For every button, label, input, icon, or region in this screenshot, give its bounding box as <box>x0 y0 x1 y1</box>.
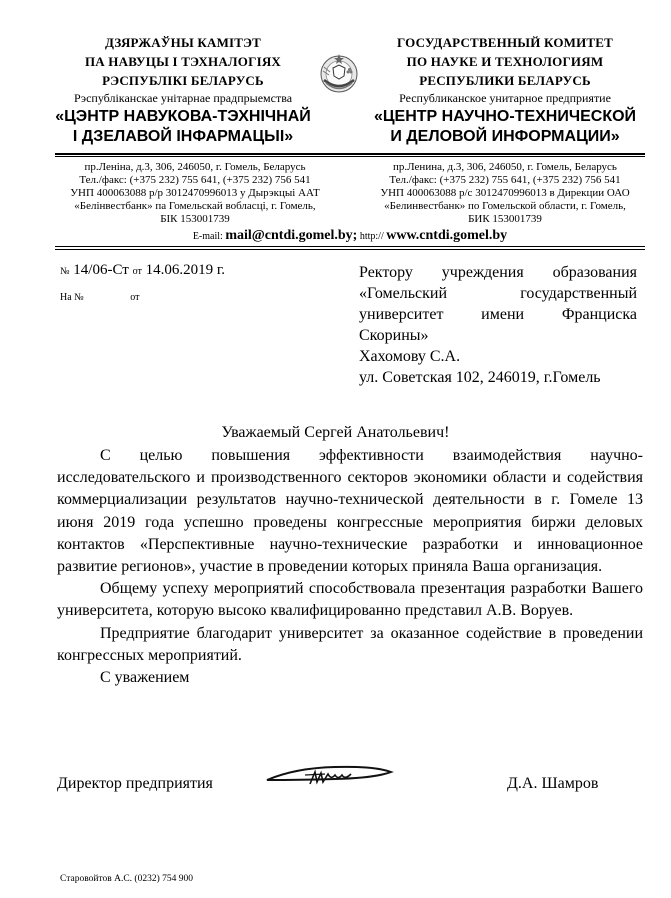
contacts-right <box>370 161 640 226</box>
header-left-line: ПА НАВУЦЫ І ТЭХНАЛОГІЯХ <box>84 54 282 69</box>
header-right-org-name: «ЦЕНТР НАУЧНО-ТЕХНИЧЕСКОЙ <box>373 108 637 125</box>
header-right-line: ГОСУДАРСТВЕННЫЙ КОМИТЕТ <box>396 35 614 50</box>
body-paragraph: С целью повышения эффективности взаимодействия научно-исследовательского и производственного секторов экономики области и содействия коммерциализации результатов научно-технической деятельности в г. Гомеле 13 июня 2019 года успешно проведены конгрессные мероприятия биржи деловых контактов «Перспективные научно-технические разработки и инновационное развитие регионов», участие в проведении которых приняла Ваша организация. <box>57 447 643 576</box>
letter-body <box>57 445 643 689</box>
contact-line: УНП 400063088 р/р 3012470996013 у Дырэкцыі ААТ <box>70 187 320 199</box>
signatory-title: Директор предприятия <box>57 775 213 792</box>
header-left-line: РЭСПУБЛІКІ БЕЛАРУСЬ <box>102 73 264 88</box>
contact-line: «Белинвестбанк» по Гомельской области, г. Гомель, <box>384 200 626 212</box>
addressee-name: Хахомову С.А. <box>359 348 461 365</box>
addressee-line: «Гомельский государственный <box>359 285 637 302</box>
incoming-date-label: от <box>130 292 140 303</box>
header-left-org-name: І ДЗЕЛАВОЙ ІНФАРМАЦЫІ» <box>72 128 294 145</box>
handwritten-signature-icon <box>265 760 395 792</box>
addressee-line: Ректору учреждения образования <box>359 264 637 281</box>
closing-phrase: С уважением <box>100 669 190 687</box>
signatory-name: Д.А. Шамров <box>507 775 599 792</box>
addressee-line: Скорины» <box>359 327 429 344</box>
executor-contact: Старовойтов А.С. (0232) 754 900 <box>60 874 193 884</box>
contacts-divider <box>55 249 645 250</box>
contact-line: Тел./факс: (+375 232) 755 641, (+375 232) 756 541 <box>389 174 621 186</box>
addressee-line: университет имени Франциска <box>359 306 637 323</box>
web-contacts <box>55 228 645 244</box>
salutation: Уважаемый Сергей Анатольевич! <box>221 424 450 441</box>
contacts-divider <box>55 246 645 247</box>
header-left-block <box>48 33 318 147</box>
contact-line: пр.Леніна, д.3, 306, 246050, г. Гомель, Беларусь <box>84 161 306 173</box>
header-right-org-name: И ДЕЛОВОЙ ИНФОРМАЦИИ» <box>390 128 620 145</box>
addressee-block <box>359 262 637 388</box>
number-label: № <box>60 266 70 277</box>
header-right-line: ПО НАУКЕ И ТЕХНОЛОГИЯМ <box>406 54 604 69</box>
contact-line: БІК 153001739 <box>160 213 230 225</box>
incoming-reference <box>60 292 139 303</box>
header-left-org-name: «ЦЭНТР НАВУКОВА-ТЭХНІЧНАЙ <box>55 108 311 125</box>
web-label: http:// <box>359 231 384 242</box>
header-right-subtitle: Республиканское унитарное предприятие <box>399 91 611 105</box>
email-label: E-mail: <box>192 231 223 242</box>
header-divider-thick <box>55 153 645 155</box>
incoming-number-label: На № <box>60 292 84 303</box>
website-link[interactable]: www.cntdi.gomel.by <box>386 228 508 243</box>
contact-line: «Белінвестбанк» па Гомельскай вобласці, г. Гомель, <box>74 200 316 212</box>
document-date: 14.06.2019 г. <box>145 262 226 278</box>
body-paragraph: Предприятие благодарит университет за оказанное содействие в проведении конгрессных мероприятий. <box>57 624 643 664</box>
document-number: 14/06-Ст <box>73 262 129 278</box>
outgoing-reference <box>60 262 225 279</box>
header-left-line: ДЗЯРЖАЎНЫ КАМІТЭТ <box>104 35 262 50</box>
contact-line: УНП 400063088 р/с 3012470996013 в Дирекции ОАО <box>380 187 630 199</box>
state-emblem-icon <box>318 52 360 94</box>
header-left-subtitle: Рэспубліканскае унітарнае прадпрыемства <box>73 91 293 105</box>
contact-line: пр.Ленина, д.3, 306, 246050, г. Гомель, Беларусь <box>393 161 617 173</box>
contact-line: Тел./факс: (+375 232) 755 641, (+375 232) 756 541 <box>79 174 311 186</box>
header-right-line: РЕСПУБЛИКИ БЕЛАРУСЬ <box>419 73 591 88</box>
header-divider-thin <box>55 156 645 157</box>
contact-line: БИК 153001739 <box>468 213 542 225</box>
addressee-address: ул. Советская 102, 246019, г.Гомель <box>359 369 601 386</box>
email-link[interactable]: mail@cntdi.gomel.by; <box>225 228 358 243</box>
header-right-block <box>370 33 640 147</box>
contacts-left <box>60 161 330 226</box>
body-paragraph: Общему успеху мероприятий способствовала презентация разработки Вашего университета, которую высоко квалифицированно представил А.В. Воруев. <box>57 580 643 620</box>
date-label: от <box>132 266 142 277</box>
